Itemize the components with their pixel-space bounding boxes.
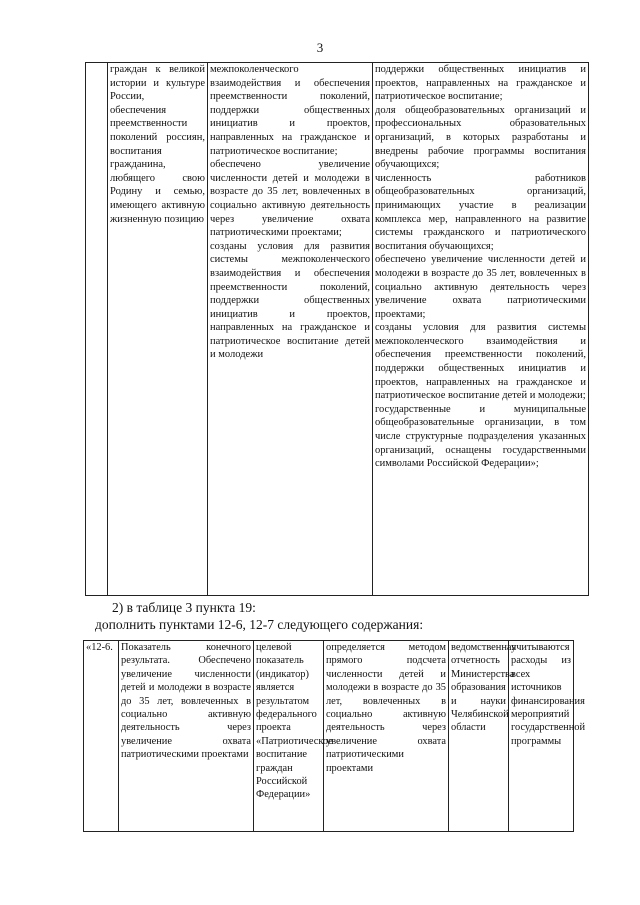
- cell-paragraph: поддержки общественных инициатив и проектов, направленных на гражданское и патриотическое воспитание;: [375, 64, 586, 103]
- cell-paragraph: государственные и муниципальные общеобразовательные организации, в том числе структурные подразделения указанных организаций, оснащены государственными символами Российской Федерации»;: [375, 403, 586, 470]
- cell-paragraph: созданы условия для развития системы межпоколенческого взаимодействия и обеспечения преемственности поколений, поддержки общественных инициатив и проектов, направленных на гражданское и патриотическое воспитание детей и молодежи;: [375, 322, 586, 402]
- cell-paragraph: обеспечено увеличение численности детей и молодежи в возрасте до 35 лет, вовлеченных в социально активную деятельность через увеличение охвата патриотическими проектами;: [210, 159, 370, 239]
- table-row: [84, 641, 574, 832]
- table-cell-source: ведомственная отчетность Министерства образования и науки Челябинской области: [449, 641, 509, 832]
- table-cell-notes: учитываются расходы из всех источников финансирования мероприятий государственной программы: [509, 641, 574, 832]
- cell-paragraph: доля общеобразовательных организаций и профессиональных образовательных организаций, в которых разработаны и внедрены рабочие программы воспитания обучающихся;: [375, 104, 586, 171]
- table-cell-number: [86, 63, 108, 596]
- table-cell-type: целевой показатель (индикатор) является результатом федерального проекта «Патриотическое воспитание граждан Российской Федерации»: [254, 641, 324, 832]
- table-cell-number: «12-6.: [84, 641, 119, 832]
- cell-paragraph: межпоколенческого взаимодействия и обеспечения преемственности поколений, поддержки общественных инициатив и проектов, направленных на гражданское и патриотическое воспитание;: [210, 64, 370, 157]
- table-cell-results: [208, 63, 373, 596]
- paragraph-addition: дополнить пунктами 12-6, 12-7 следующего содержания:: [95, 617, 424, 632]
- continued-table: [85, 62, 589, 596]
- page-number: 3: [316, 40, 324, 55]
- new-items-table: [83, 640, 586, 832]
- cell-paragraph: численность работников общеобразовательных организаций, принимающих участие в реализации комплекса мер, направленного на развитие системы гражданского и патриотического воспитания обучающихся;: [375, 172, 586, 252]
- cell-paragraph: граждан к великой истории и культуре России,: [110, 64, 205, 103]
- cell-paragraph: обеспечено увеличение численности детей и молодежи в возрасте до 35 лет, вовлеченных в социально активную деятельность через увеличение охвата патриотическими проектами;: [375, 254, 586, 320]
- table-cell-method: определяется методом прямого подсчета численности детей и молодежи в возрасте до 35 лет, вовлеченных в социально активную деятельность через увеличение охвата патриотическими проектами: [324, 641, 449, 832]
- table-cell-indicator: Показатель конечного результата. Обеспечено увеличение численности детей и молодежи в возрасте до 35 лет, вовлеченных в социально активную деятельность через увеличение охвата патриотическими проектами: [119, 641, 254, 832]
- table-cell-indicators: [373, 63, 589, 596]
- cell-paragraph: обеспечения преемственности поколений россиян, воспитания гражданина, любящего свою Родину и семью, имеющего активную жизненную позицию: [110, 104, 205, 225]
- paragraph-amendment: 2) в таблице 3 пункта 19:: [112, 600, 256, 615]
- table-cell-goals: [108, 63, 208, 596]
- cell-paragraph: созданы условия для развития системы межпоколенческого взаимодействия и обеспечения преемственности поколений, поддержки общественных инициатив и проектов, направленных на гражданское и патриотическое воспитание детей и молодежи: [210, 240, 370, 361]
- table-row: [86, 63, 589, 596]
